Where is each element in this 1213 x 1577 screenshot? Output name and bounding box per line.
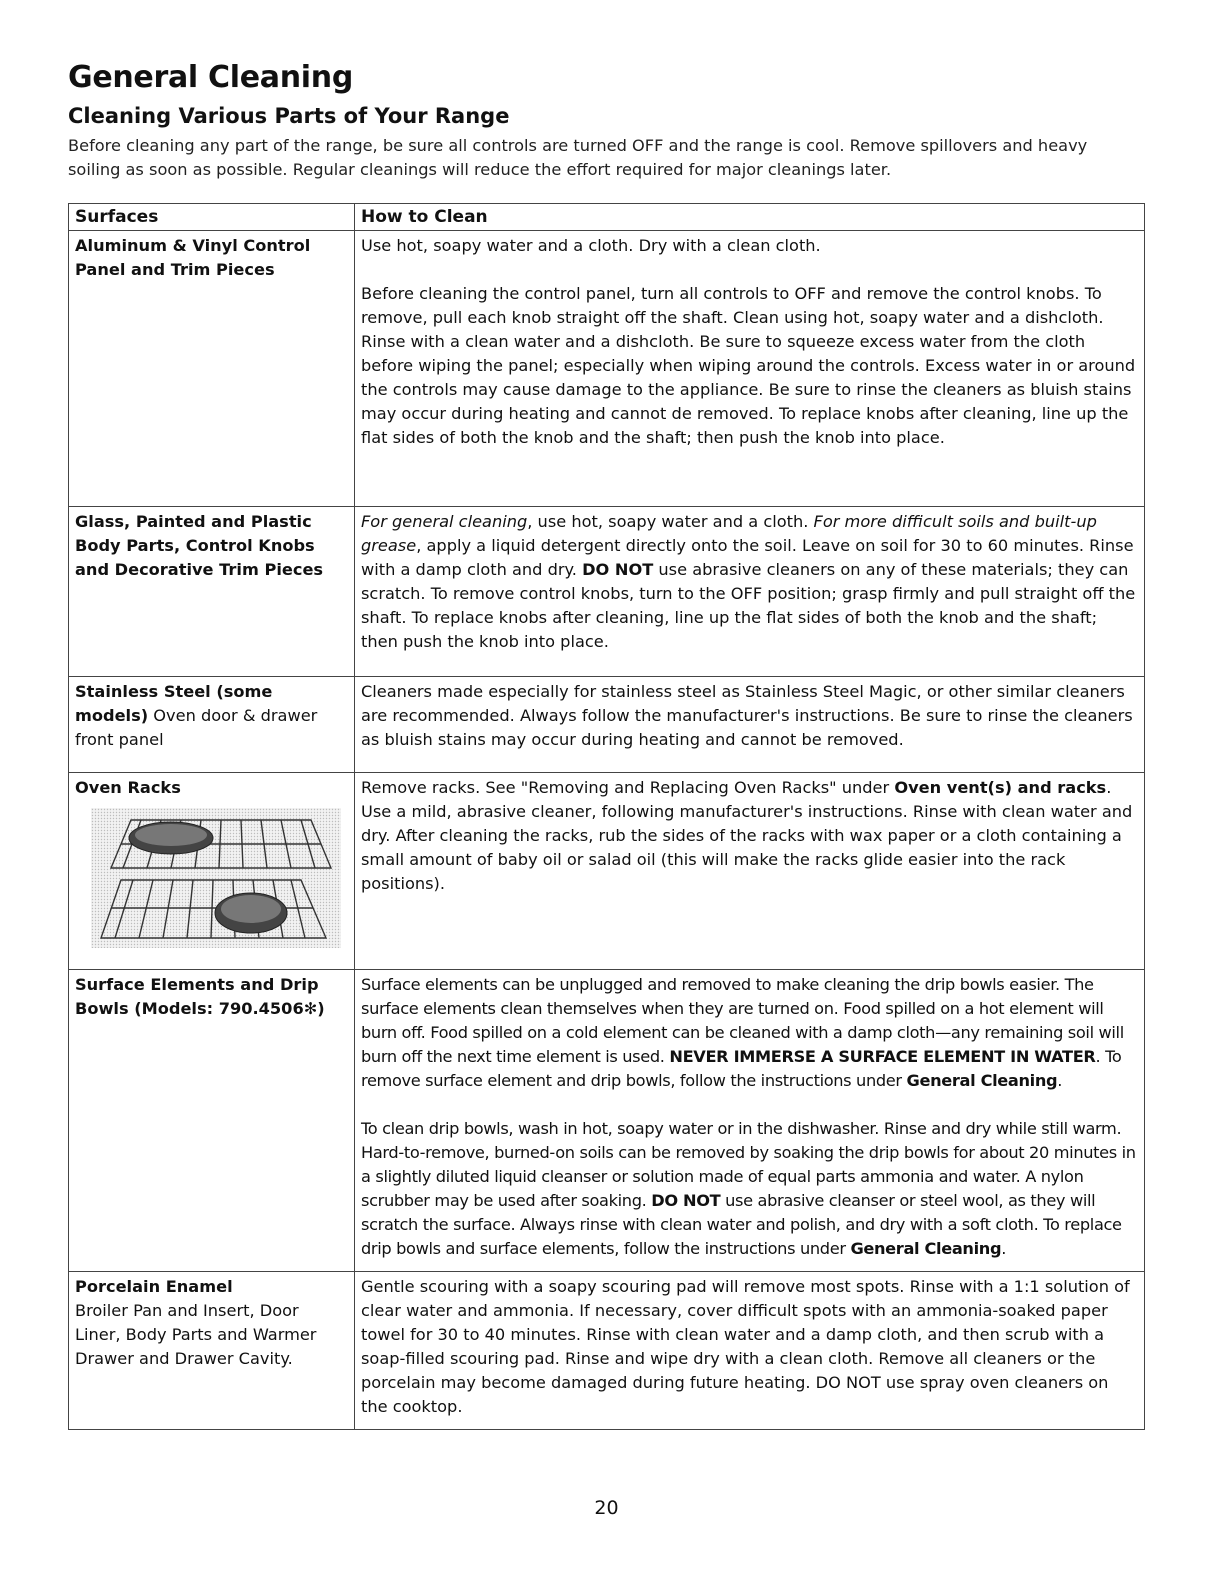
- table-header-row: [69, 204, 1145, 231]
- text-segment: To clean drip bowls, wash in hot, soapy water or in the dishwasher. Rinse and dry while still warm. Hard-to-remove, burned-on soils can be removed by soaking the drip bowls for about 20 minutes in a slightly diluted liquid cleanser or solution made of equal parts ammonia and water. A nylon scrubber may be used after soaking.: [361, 1119, 1136, 1210]
- text-segment: Remove racks. See "Removing and Replacing Oven Racks" under: [361, 778, 895, 797]
- page-number: 20: [594, 1497, 619, 1519]
- surface-name: Glass, Painted and Plastic Body Parts, Control Knobs and Decorative Trim Pieces: [75, 512, 324, 579]
- table-row: [69, 773, 1145, 970]
- cleaning-text: Before cleaning the control panel, turn all controls to OFF and remove the control knobs. To remove, pull each knob straight off the shaft. Clean using hot, soapy water and a dishcloth. Rinse with a clean water and a dishcloth. Be sure to squeeze excess water from the cloth before wiping the panel; especially when wiping around the controls. Excess water in or around the controls may cause damage to the appliance. Be sure to rinse the cleaners as bluish stains may occur during heating and cannot de removed. To replace knobs after cleaning, line up the flat sides of both the knob and the shaft; then push the knob into place.: [361, 284, 1136, 447]
- italic-phrase: For general cleaning: [361, 512, 528, 531]
- text-segment: .: [1057, 1071, 1063, 1090]
- table-row: [69, 231, 1145, 507]
- surface-detail: Oven door & drawer front panel: [75, 706, 318, 749]
- surface-cell: [69, 507, 355, 677]
- text-segment: . Use a mild, abrasive cleaner, following manufacturer's instructions. Rinse with clean water and dry. After cleaning the racks, rub the sides of the racks with wax paper or a cloth containing a small amount of baby oil or salad oil (this will make the racks glide easier into the rack positions).: [361, 778, 1133, 893]
- page-title: General Cleaning: [68, 60, 354, 95]
- warning-text: DO NOT: [582, 560, 654, 579]
- intro-paragraph: Before cleaning any part of the range, be sure all controls are turned OFF and the range is cool. Remove spillovers and heavy soiling as soon as possible. Regular cleanings will reduce the effort required for major cleanings later.: [68, 136, 1088, 179]
- text-segment: use abrasive cleaners on any of these materials; they can scratch. To remove control knobs, turn to the OFF position; grasp firmly and pull straight off the shaft. To replace knobs after cleaning, line up the flat sides of both the knob and the shaft; then push the knob into place.: [361, 560, 1136, 651]
- surface-name: Stainless Steel (some models): [75, 682, 273, 725]
- reference-heading: Oven vent(s) and racks: [894, 778, 1107, 797]
- warning-text: NEVER IMMERSE A SURFACE ELEMENT IN WATER: [669, 1047, 1096, 1066]
- text-segment: , use hot, soapy water and a cloth.: [527, 512, 814, 531]
- header-surfaces: Surfaces: [69, 204, 355, 231]
- text-segment: Surface elements can be unplugged and removed to make cleaning the drip bowls easier. The surface elements clean themselves when they are turned on. Food spilled on a hot element will burn off. Food spilled on a cold element can be cleaned with a damp cloth—any remaining soil will burn off the next time element is used.: [361, 975, 1124, 1066]
- cleaning-text: Gentle scouring with a soapy scouring pad will remove most spots. Rinse with a 1:1 solution of clear water and ammonia. If necessary, cover difficult spots with an ammonia-soaked paper towel for 30 to 40 minutes. Rinse with clean water and a damp cloth, and then scrub with a soap-filled scouring pad. Rinse and wipe dry with a clean cloth. Remove all cleaners or the porcelain may become damaged during future heating. DO NOT use spray oven cleaners on the cooktop.: [361, 1277, 1130, 1416]
- cleaning-text: [361, 973, 1138, 1093]
- table-row: [69, 507, 1145, 677]
- cleaning-cell: [355, 677, 1145, 773]
- table-row: [69, 677, 1145, 773]
- cleaning-cell: [355, 970, 1145, 1272]
- cleaning-text: Cleaners made especially for stainless steel as Stainless Steel Magic, or other similar cleaners are recommended. Always follow the manufacturer's instructions. Be sure to rinse the cleaners as bluish stains may occur during heating and cannot be removed.: [361, 682, 1133, 749]
- cleaning-text: Use hot, soapy water and a cloth. Dry with a clean cloth.: [361, 236, 821, 255]
- cleaning-cell: [355, 231, 1145, 507]
- cleaning-cell: [355, 1272, 1145, 1430]
- header-how-to-clean: How to Clean: [355, 204, 1145, 231]
- surface-cell: [69, 773, 355, 970]
- surface-name: Porcelain Enamel: [75, 1277, 233, 1296]
- text-segment: .: [1001, 1239, 1007, 1258]
- section-title: Cleaning Various Parts of Your Range: [68, 104, 510, 128]
- reference-heading: General Cleaning: [906, 1071, 1058, 1090]
- surface-cell: [69, 231, 355, 507]
- surface-cell: [69, 677, 355, 773]
- warning-text: DO NOT: [651, 1191, 721, 1210]
- cleaning-text: [361, 510, 1138, 654]
- surface-cell: [69, 970, 355, 1272]
- text-segment: . To remove surface element and drip bowls, follow the instructions under: [361, 1047, 1122, 1090]
- surface-name: Surface Elements and Drip Bowls (Models: 790.4506✻): [75, 975, 325, 1018]
- surface-cell: [69, 1272, 355, 1430]
- table-row: [69, 970, 1145, 1272]
- cleaning-text: [361, 1117, 1138, 1261]
- surface-name: Aluminum & Vinyl Control Panel and Trim Pieces: [75, 236, 311, 279]
- oven-racks-icon: [91, 808, 341, 948]
- surface-detail: Broiler Pan and Insert, Door Liner, Body Parts and Warmer Drawer and Drawer Cavity.: [75, 1301, 317, 1368]
- cleaning-text: [361, 776, 1138, 896]
- italic-phrase: For more difficult soils and built-up grease: [361, 512, 1097, 555]
- reference-heading: General Cleaning: [850, 1239, 1002, 1258]
- surface-name: Oven Racks: [75, 778, 181, 797]
- text-segment: , apply a liquid detergent directly onto the soil. Leave on soil for 30 to 60 minutes. Rinse with a damp cloth and dry.: [361, 536, 1134, 579]
- text-segment: use abrasive cleanser or steel wool, as they will scratch the surface. Always rinse with clean water and polish, and dry with a soft cloth. To replace drip bowls and surface elements, follow the instructions under: [361, 1191, 1122, 1258]
- cleaning-cell: [355, 773, 1145, 970]
- cleaning-table: [68, 203, 1145, 1430]
- cleaning-cell: [355, 507, 1145, 677]
- table-row: [69, 1272, 1145, 1430]
